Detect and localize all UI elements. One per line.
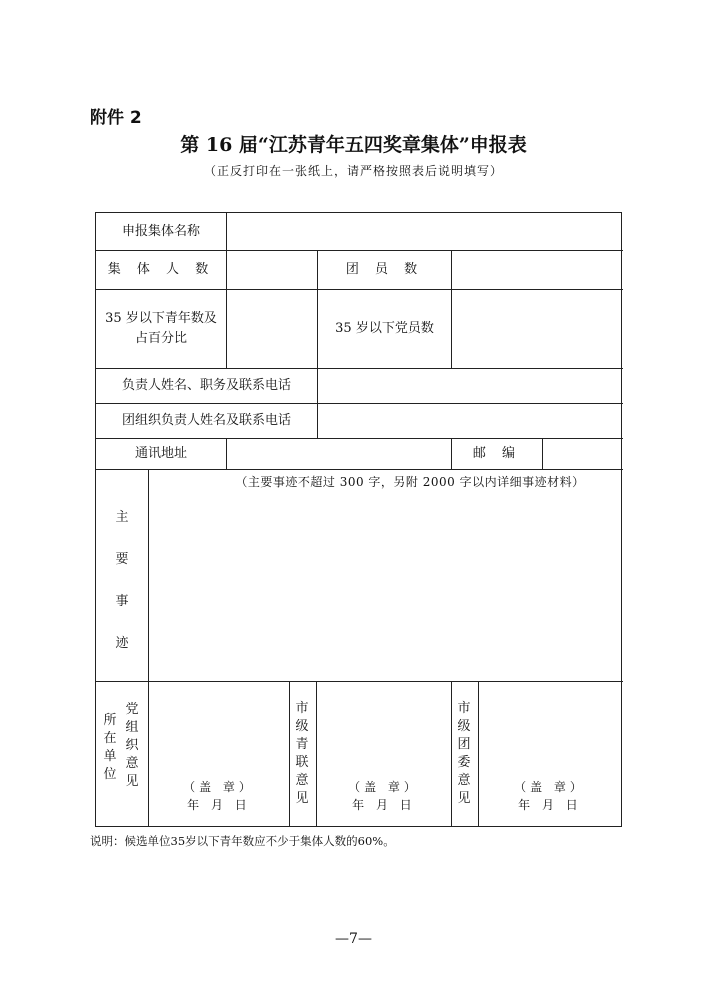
char: 意: [125, 756, 139, 771]
address-label: 通讯地址: [134, 445, 187, 461]
stamp-text: （盖 章）: [183, 780, 255, 794]
date-text: 年 月 日: [518, 798, 582, 812]
char: 委: [457, 755, 471, 770]
char: 在: [103, 731, 117, 746]
deeds-char: 事: [115, 594, 129, 609]
deeds-char: 要: [115, 552, 129, 567]
collective-name-label: 申报集体名称: [121, 223, 200, 239]
char: 单: [103, 749, 117, 764]
char: 意: [457, 773, 471, 788]
league-leader-contact-label: 团组织负责人姓名及联系电话: [121, 412, 291, 428]
char: 联: [295, 755, 309, 770]
deeds-char: 迹: [115, 636, 129, 651]
city-league-opinion-label: [454, 700, 474, 808]
member-count-field[interactable]: [227, 250, 317, 289]
char: 级: [457, 719, 471, 734]
page-number: —7—: [335, 931, 372, 947]
deeds-field[interactable]: [149, 470, 621, 681]
member-count-label: 集 体 人 数: [107, 261, 215, 277]
char: 党: [125, 702, 139, 717]
address-field[interactable]: [227, 438, 451, 469]
league-leader-contact-field[interactable]: [318, 403, 621, 438]
party-member-count-field[interactable]: [452, 289, 621, 368]
leader-contact-label: 负责人姓名、职务及联系电话: [121, 377, 291, 393]
league-member-count-label: 团 员 数: [345, 261, 424, 277]
char: 所: [103, 713, 117, 728]
unit-opinion-stamp[interactable]: [149, 778, 289, 814]
leader-contact-field[interactable]: [318, 368, 621, 403]
city-youth-opinion-label: [292, 700, 312, 808]
postcode-field[interactable]: [543, 438, 621, 469]
youth-count-label-line2: 占百分比: [134, 330, 187, 346]
city-league-opinion-stamp[interactable]: [479, 778, 621, 814]
char: 位: [103, 767, 117, 782]
collective-name-field[interactable]: [227, 213, 621, 250]
league-member-count-field[interactable]: [452, 250, 621, 289]
footnote: 说明：候选单位35岁以下青年数应不少于集体人数的60%。: [90, 834, 395, 848]
char: 见: [125, 774, 139, 789]
attachment-label: 附件 2: [90, 108, 142, 128]
youth-count-label: [96, 289, 226, 368]
unit-opinion-label-col2: [122, 701, 142, 791]
char: 组: [125, 720, 139, 735]
date-text: 年 月 日: [187, 798, 251, 812]
unit-opinion-label-col1: [100, 712, 120, 784]
char: 见: [457, 791, 471, 806]
char: 见: [295, 791, 309, 806]
form-title: 第 16 届“江苏青年五四奖章集体”申报表: [180, 134, 527, 156]
char: 团: [457, 737, 471, 752]
party-member-count-label: 35 岁以下党员数: [335, 320, 434, 336]
application-form-table: [95, 212, 622, 827]
deeds-char: 主: [115, 510, 129, 525]
char: 市: [295, 701, 309, 716]
char: 织: [125, 738, 139, 753]
deeds-label: [96, 497, 148, 665]
postcode-label: 邮 编: [472, 445, 522, 461]
youth-count-field[interactable]: [227, 289, 317, 368]
date-text: 年 月 日: [352, 798, 416, 812]
stamp-text: （盖 章）: [348, 780, 420, 794]
city-youth-opinion-stamp[interactable]: [317, 778, 451, 814]
char: 级: [295, 719, 309, 734]
char: 青: [295, 737, 309, 752]
youth-count-label-line1: 35 岁以下青年数及: [105, 310, 217, 326]
stamp-text: （盖 章）: [514, 780, 586, 794]
char: 市: [457, 701, 471, 716]
char: 意: [295, 773, 309, 788]
deeds-note: （主要事迹不超过 300 字，另附 2000 字以内详细事迹材料）: [235, 475, 585, 489]
form-subtitle: （正反打印在一张纸上，请严格按照表后说明填写）: [203, 164, 503, 178]
